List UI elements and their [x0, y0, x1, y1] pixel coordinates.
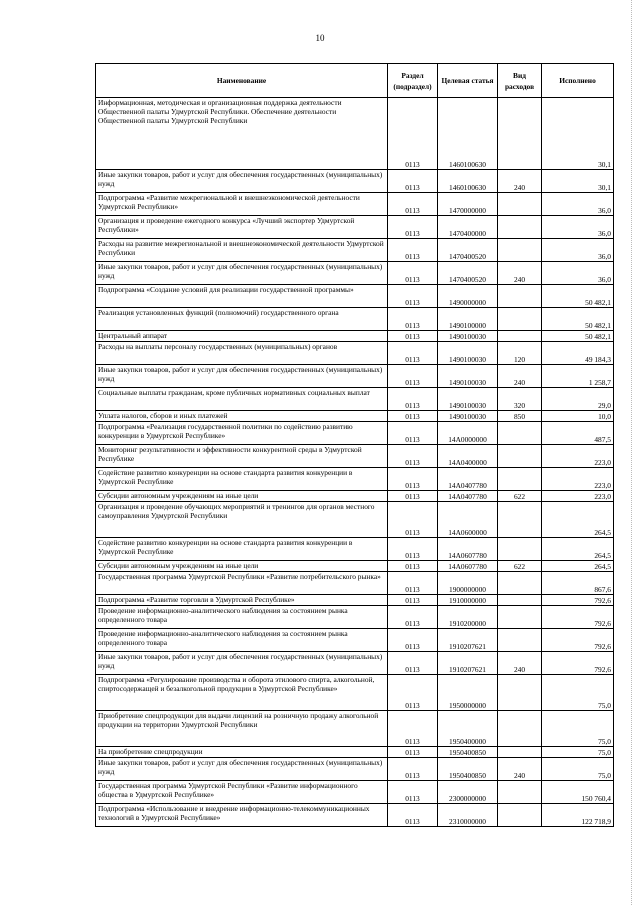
row-name: Подпрограмма «Развитие торговли в Удмуртской Республике»: [96, 595, 388, 606]
row-amount: 50 482,1: [542, 331, 614, 342]
row-expense-type: [498, 538, 542, 561]
row-amount: 36,0: [542, 239, 614, 262]
table-row: [96, 711, 614, 747]
row-amount: 223,0: [542, 445, 614, 468]
row-article: 1460100630: [438, 98, 498, 170]
table-row: [96, 652, 614, 675]
row-amount: 792,6: [542, 606, 614, 629]
row-amount: 264,5: [542, 502, 614, 538]
row-article: 1490100000: [438, 308, 498, 331]
row-expense-type: [498, 781, 542, 804]
row-expense-type: [498, 606, 542, 629]
row-expense-type: [498, 285, 542, 308]
row-name: Иные закупки товаров, работ и услуг для обеспечения государственных (муниципальных) нужд: [96, 365, 388, 388]
row-section: 0113: [388, 308, 438, 331]
row-article: 1950400850: [438, 758, 498, 781]
row-name: Уплата налогов, сборов и иных платежей: [96, 411, 388, 422]
row-article: 1490000000: [438, 285, 498, 308]
row-name: Центральный аппарат: [96, 331, 388, 342]
row-expense-type: [498, 422, 542, 445]
table-row: [96, 758, 614, 781]
row-amount: 10,0: [542, 411, 614, 422]
table-row: [96, 365, 614, 388]
table-row: [96, 675, 614, 711]
table-row: [96, 595, 614, 606]
row-article: 1910200000: [438, 606, 498, 629]
row-section: 0113: [388, 468, 438, 491]
row-article: 1900000000: [438, 572, 498, 595]
row-article: 1470400520: [438, 239, 498, 262]
table-row: [96, 331, 614, 342]
row-section: 0113: [388, 652, 438, 675]
row-section: 0113: [388, 758, 438, 781]
row-section: 0113: [388, 747, 438, 758]
row-expense-type: [498, 804, 542, 827]
row-name: Содействие развитию конкуренции на основе стандарта развития конкуренции в Удмуртской Республике: [96, 538, 388, 561]
page-number: 10: [315, 33, 325, 43]
table-row: [96, 561, 614, 572]
row-amount: 75,0: [542, 675, 614, 711]
table-row: [96, 308, 614, 331]
row-article: 14А0407780: [438, 468, 498, 491]
row-amount: 29,0: [542, 388, 614, 411]
row-expense-type: [498, 331, 542, 342]
row-section: 0113: [388, 239, 438, 262]
row-section: 0113: [388, 606, 438, 629]
table-row: [96, 285, 614, 308]
header-target-article: Целевая статья: [438, 64, 498, 98]
row-expense-type: 240: [498, 170, 542, 193]
row-name: Расходы на развитие межрегиональной и внешнеэкономической деятельности Удмуртской Республики: [96, 239, 388, 262]
row-name: Иные закупки товаров, работ и услуг для обеспечения государственных (муниципальных) нужд: [96, 262, 388, 285]
table-header-row: [96, 64, 614, 98]
table-row: [96, 388, 614, 411]
header-section: Раздел (подраздел): [388, 64, 438, 98]
row-amount: 264,5: [542, 561, 614, 572]
row-name: На приобретение спецпродукции: [96, 747, 388, 758]
row-article: 1910000000: [438, 595, 498, 606]
row-section: 0113: [388, 411, 438, 422]
row-article: 1470000000: [438, 193, 498, 216]
row-article: 14А0607780: [438, 538, 498, 561]
row-section: 0113: [388, 781, 438, 804]
row-expense-type: [498, 595, 542, 606]
row-expense-type: [498, 747, 542, 758]
budget-execution-table: [95, 63, 614, 827]
row-section: 0113: [388, 675, 438, 711]
table-row: [96, 629, 614, 652]
row-article: 1490100030: [438, 342, 498, 365]
row-name: Подпрограмма «Использование и внедрение информационно-телекоммуникационных технологий в Удмуртской Республике»: [96, 804, 388, 827]
row-section: 0113: [388, 285, 438, 308]
row-article: 14А0400000: [438, 445, 498, 468]
row-amount: 223,0: [542, 491, 614, 502]
row-article: 2300000000: [438, 781, 498, 804]
row-amount: 487,5: [542, 422, 614, 445]
row-expense-type: [498, 629, 542, 652]
row-name: Проведение информационно-аналитического наблюдения за состоянием рынка определенного товара: [96, 629, 388, 652]
table-row: [96, 804, 614, 827]
table-row: [96, 538, 614, 561]
row-section: 0113: [388, 804, 438, 827]
row-article: 1490100030: [438, 411, 498, 422]
row-expense-type: [498, 216, 542, 239]
table-row: [96, 572, 614, 595]
row-name: Подпрограмма «Реализация государственной политики по содействию развитию конкуренции в Удмуртской Республике»: [96, 422, 388, 445]
row-amount: 122 718,9: [542, 804, 614, 827]
row-section: 0113: [388, 502, 438, 538]
header-name: Наименование: [96, 64, 388, 98]
row-section: 0113: [388, 365, 438, 388]
row-expense-type: [498, 445, 542, 468]
row-name: Подпрограмма «Развитие межрегиональной и внешнеэкономической деятельности Удмуртской Республики»: [96, 193, 388, 216]
row-expense-type: 240: [498, 262, 542, 285]
row-amount: 792,6: [542, 629, 614, 652]
row-article: 1460100630: [438, 170, 498, 193]
row-expense-type: 622: [498, 491, 542, 502]
table-row: [96, 445, 614, 468]
table-row: [96, 781, 614, 804]
row-name: Расходы на выплаты персоналу государственных (муниципальных) органов: [96, 342, 388, 365]
table-body: [96, 98, 614, 827]
row-section: 0113: [388, 422, 438, 445]
row-amount: 50 482,1: [542, 308, 614, 331]
row-name: Реализация установленных функций (полномочий) государственного органа: [96, 308, 388, 331]
row-name: Социальные выплаты гражданам, кроме публичных нормативных социальных выплат: [96, 388, 388, 411]
row-amount: 264,5: [542, 538, 614, 561]
row-article: 14А0407780: [438, 491, 498, 502]
table-row: [96, 342, 614, 365]
row-name: Организация и проведение обучающих мероприятий и тренингов для органов местного самоуправления Удмуртской Республики: [96, 502, 388, 538]
row-expense-type: 240: [498, 758, 542, 781]
row-expense-type: 120: [498, 342, 542, 365]
table-row: [96, 216, 614, 239]
row-section: 0113: [388, 170, 438, 193]
row-amount: 867,6: [542, 572, 614, 595]
header-executed: Исполнено: [542, 64, 614, 98]
row-expense-type: 320: [498, 388, 542, 411]
row-name: Подпрограмма «Регулирование производства и оборота этилового спирта, алкогольной, спиртосодержащей и безалкогольной продукции в Удмуртской Республике»: [96, 675, 388, 711]
table-row: [96, 606, 614, 629]
row-name: Субсидии автономным учреждениям на иные цели: [96, 491, 388, 502]
row-name: Содействие развитию конкуренции на основе стандарта развития конкуренции в Удмуртской Республике: [96, 468, 388, 491]
row-section: 0113: [388, 711, 438, 747]
row-section: 0113: [388, 595, 438, 606]
row-amount: 30,1: [542, 98, 614, 170]
row-article: 1470400520: [438, 262, 498, 285]
row-expense-type: 622: [498, 561, 542, 572]
row-article: 1910207621: [438, 652, 498, 675]
table-row: [96, 491, 614, 502]
row-amount: 50 482,1: [542, 285, 614, 308]
row-expense-type: 240: [498, 652, 542, 675]
table-row: [96, 239, 614, 262]
row-expense-type: [498, 502, 542, 538]
row-article: 1950400850: [438, 747, 498, 758]
row-section: 0113: [388, 216, 438, 239]
row-name: Иные закупки товаров, работ и услуг для обеспечения государственных (муниципальных) нужд: [96, 652, 388, 675]
row-article: 14А0607780: [438, 561, 498, 572]
row-section: 0113: [388, 445, 438, 468]
header-expense-type: Вид расходов: [498, 64, 542, 98]
row-section: 0113: [388, 388, 438, 411]
row-article: 1470400000: [438, 216, 498, 239]
row-expense-type: [498, 675, 542, 711]
row-article: 2310000000: [438, 804, 498, 827]
scan-edge: [631, 0, 638, 905]
row-amount: 49 184,3: [542, 342, 614, 365]
row-section: 0113: [388, 561, 438, 572]
row-section: 0113: [388, 342, 438, 365]
row-article: 1950000000: [438, 675, 498, 711]
row-name: Подпрограмма «Создание условий для реализации государственной программы»: [96, 285, 388, 308]
row-article: 14А0000000: [438, 422, 498, 445]
row-section: 0113: [388, 331, 438, 342]
row-name: Государственная программа Удмуртской Республики «Развитие информационного общества в Удмуртской Республике»: [96, 781, 388, 804]
row-amount: 150 760,4: [542, 781, 614, 804]
row-article: 1490100030: [438, 388, 498, 411]
row-section: 0113: [388, 98, 438, 170]
row-section: 0113: [388, 629, 438, 652]
row-amount: 36,0: [542, 262, 614, 285]
row-name: Организация и проведение ежегодного конкурса «Лучший экспортер Удмуртской Республики»: [96, 216, 388, 239]
row-name: Иные закупки товаров, работ и услуг для обеспечения государственных (муниципальных) нужд: [96, 758, 388, 781]
table-row: [96, 747, 614, 758]
row-article: 14А0600000: [438, 502, 498, 538]
row-amount: 1 258,7: [542, 365, 614, 388]
row-section: 0113: [388, 572, 438, 595]
row-expense-type: [498, 468, 542, 491]
table-row: [96, 468, 614, 491]
table-row: [96, 262, 614, 285]
row-name: Субсидии автономным учреждениям на иные цели: [96, 561, 388, 572]
row-expense-type: [498, 239, 542, 262]
table-row: [96, 193, 614, 216]
table-row: [96, 170, 614, 193]
row-article: 1490100030: [438, 365, 498, 388]
row-section: 0113: [388, 538, 438, 561]
row-amount: 792,6: [542, 595, 614, 606]
row-name: Приобретение спецпродукции для выдачи лицензий на розничную продажу алкогольной продукции на территории Удмуртской Республики: [96, 711, 388, 747]
row-expense-type: 850: [498, 411, 542, 422]
row-article: 1950400000: [438, 711, 498, 747]
row-name: Информационная, методическая и организационная поддержка деятельности Общественной палаты Удмуртской Республики. Обеспечение деятельности Общественной палаты Удмуртской Республики: [96, 98, 388, 170]
row-name: Государственная программа Удмуртской Республики «Развитие потребительского рынка»: [96, 572, 388, 595]
row-amount: 75,0: [542, 758, 614, 781]
row-name: Иные закупки товаров, работ и услуг для обеспечения государственных (муниципальных) нужд: [96, 170, 388, 193]
row-name: Мониторинг результативности и эффективности конкурентной среды в Удмуртской Республике: [96, 445, 388, 468]
table-row: [96, 502, 614, 538]
row-article: 1910207621: [438, 629, 498, 652]
row-amount: 75,0: [542, 747, 614, 758]
row-amount: 36,0: [542, 193, 614, 216]
row-expense-type: [498, 572, 542, 595]
row-article: 1490100030: [438, 331, 498, 342]
row-section: 0113: [388, 262, 438, 285]
row-name: Проведение информационно-аналитического наблюдения за состоянием рынка определенного товара: [96, 606, 388, 629]
row-amount: 30,1: [542, 170, 614, 193]
row-expense-type: [498, 308, 542, 331]
table-row: [96, 411, 614, 422]
row-amount: 792,6: [542, 652, 614, 675]
row-expense-type: 240: [498, 365, 542, 388]
row-amount: 223,0: [542, 468, 614, 491]
row-expense-type: [498, 711, 542, 747]
row-amount: 75,0: [542, 711, 614, 747]
row-expense-type: [498, 193, 542, 216]
table-row: [96, 98, 614, 170]
table-row: [96, 422, 614, 445]
row-expense-type: [498, 98, 542, 170]
row-section: 0113: [388, 491, 438, 502]
row-amount: 36,0: [542, 216, 614, 239]
row-section: 0113: [388, 193, 438, 216]
